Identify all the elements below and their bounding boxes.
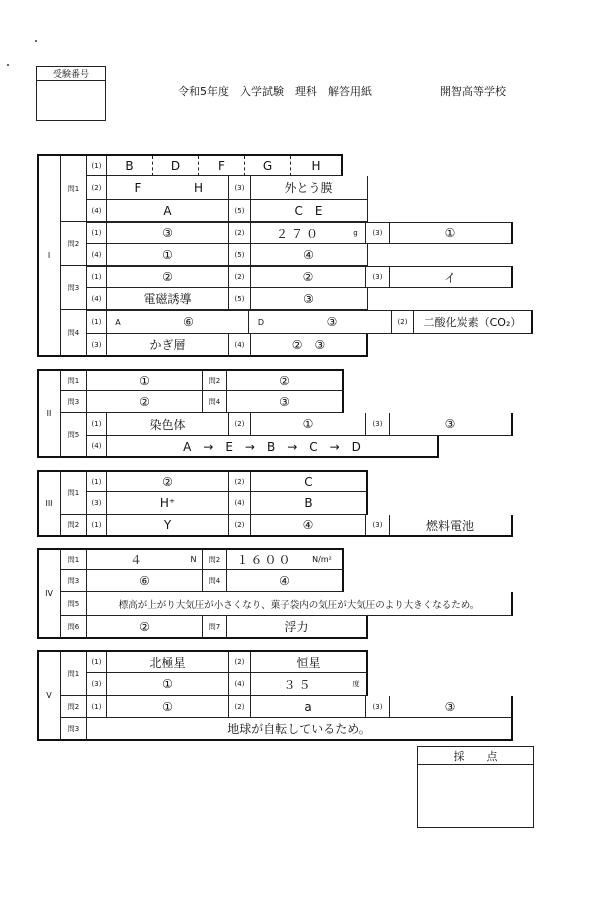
item-number: (3) (366, 413, 390, 435)
answer-field[interactable]: F (134, 180, 142, 195)
s2-q5-label-cell (61, 413, 87, 458)
answer-field[interactable]: ② (279, 374, 290, 388)
s1-q1-label-cell (61, 154, 87, 222)
s4-row3 (61, 592, 513, 616)
answer-field[interactable]: ４ (129, 553, 142, 567)
question-label: 問2 (203, 550, 227, 569)
answer-field[interactable]: ③ (444, 699, 456, 714)
part-label: D (257, 317, 265, 327)
item-number: (1) (87, 156, 107, 176)
answer-choice[interactable]: H (311, 159, 321, 173)
answer-field[interactable]: A → E → B → C → D (183, 439, 361, 454)
item-number: (3) (87, 334, 107, 355)
section-2-name-cell (37, 369, 61, 458)
item-number: (3) (229, 176, 251, 199)
question-label: 問3 (61, 570, 87, 591)
s1-q4-row1 (87, 310, 533, 334)
s4-row1 (61, 548, 344, 570)
item-number: (2) (229, 472, 251, 491)
answer-field[interactable]: 地球が自転しているため。 (227, 722, 371, 736)
s3-q2-label-cell (61, 515, 87, 537)
answer-choice[interactable]: D (153, 156, 199, 176)
question-label: 問3 (61, 391, 87, 412)
item-number: (1) (87, 472, 107, 491)
question-label: 問1 (67, 489, 80, 497)
item-number: (3) (366, 223, 390, 243)
item-number: (4) (87, 288, 107, 309)
s1-q2-row2 (87, 244, 368, 266)
item-number: (3) (366, 696, 390, 717)
section-4-label: IV (45, 589, 53, 598)
answer-field[interactable]: ⑥ (87, 570, 203, 591)
section-3-label: III (45, 499, 53, 508)
speck (7, 64, 9, 66)
speck (35, 40, 37, 42)
s5-q1-row2 (87, 673, 368, 696)
question-label: 問1 (67, 184, 80, 193)
unit-label: g (346, 223, 366, 243)
section-2-label: II (46, 409, 52, 418)
section-3-name-cell (37, 470, 61, 537)
s1-q3-label-cell (61, 266, 87, 310)
item-number: (5) (229, 288, 251, 309)
s3-q2-row1 (87, 515, 513, 537)
question-label: 問2 (203, 371, 227, 391)
answer-field[interactable]: ２７０ (275, 226, 321, 241)
question-label: 問2 (67, 702, 80, 711)
question-label: 問5 (67, 430, 80, 439)
question-label: 問1 (61, 371, 87, 391)
s2-row1 (61, 369, 344, 391)
answer-field[interactable]: ④ (251, 515, 366, 535)
item-number: (1) (87, 696, 107, 717)
s1-q2-row1 (87, 222, 513, 244)
s1-q1-row2 (87, 176, 368, 200)
answer-field[interactable]: ③ (107, 223, 229, 243)
answer-field[interactable]: ③ (444, 417, 456, 431)
item-number: (3) (87, 673, 107, 695)
unit-label: 度 (352, 680, 360, 688)
answer-choice[interactable]: G (245, 156, 291, 176)
exam-number-box[interactable] (36, 66, 106, 121)
s5-q2-row1 (87, 696, 513, 718)
s1-q1-row1 (87, 154, 343, 176)
answer-field[interactable]: ① (87, 371, 203, 391)
part-label: A (115, 317, 121, 327)
answer-field[interactable]: ② (87, 391, 203, 412)
answer-field[interactable]: ② (87, 616, 203, 637)
answer-choice[interactable]: B (107, 156, 153, 176)
answer-field[interactable]: 外とう膜 (284, 181, 333, 195)
page-title: 令和5年度 入学試験 理科 解答用紙 (178, 85, 372, 98)
s3-q1-row1 (87, 470, 368, 492)
question-label: 問3 (61, 718, 87, 739)
answer-field[interactable]: 電磁誘導 (107, 288, 229, 309)
section-4-name-cell (37, 548, 61, 639)
answer-field[interactable]: 二酸化炭素（CO₂） (423, 316, 522, 329)
answer-field[interactable]: ⑥ (129, 311, 249, 333)
answer-field[interactable]: ④ (279, 573, 290, 588)
answer-field[interactable]: C E (294, 204, 323, 218)
answer-field[interactable]: ④ (303, 247, 314, 262)
item-number: (4) (229, 492, 251, 514)
item-number: (5) (229, 200, 251, 221)
item-number: (2) (229, 696, 251, 717)
question-label: 問4 (203, 570, 227, 591)
answer-field[interactable]: ③ (279, 394, 290, 409)
item-number: (1) (87, 223, 107, 243)
answer-field[interactable]: 標高が上がり大気圧が小さくなり、菓子袋内の気圧が大気圧のより大きくなるため。 (118, 599, 480, 611)
answer-field[interactable]: 浮力 (284, 620, 309, 634)
item-number: (1) (87, 413, 107, 435)
s1-q3-row2 (87, 288, 368, 310)
item-number: (4) (87, 436, 107, 456)
section-1-label: I (47, 251, 51, 260)
item-number: (5) (229, 244, 251, 265)
answer-field[interactable]: ① (107, 696, 229, 717)
item-number: (2) (229, 515, 251, 535)
question-label: 問3 (67, 283, 80, 292)
answer-choice[interactable]: F (199, 156, 245, 176)
question-label: 問5 (61, 592, 87, 615)
item-number: (3) (366, 267, 390, 287)
question-label: 問4 (203, 391, 227, 412)
s5-q1-row1 (87, 650, 368, 673)
answer-field[interactable]: ① (251, 413, 366, 435)
s1-q4-row2 (87, 334, 368, 357)
answer-field[interactable]: ③ (273, 311, 392, 333)
answer-field[interactable]: B (304, 496, 313, 510)
answer-field[interactable]: ② (251, 267, 366, 287)
item-number: (1) (87, 515, 107, 535)
unit-label: N (185, 550, 203, 569)
s3-q1-label-cell (61, 470, 87, 515)
item-number: (4) (229, 334, 251, 355)
answer-field[interactable]: a (251, 696, 366, 717)
question-label: 問2 (67, 239, 80, 248)
answer-field[interactable]: ① (444, 226, 456, 240)
item-number: (2) (229, 652, 251, 672)
s3-q1-row2 (87, 492, 368, 515)
answer-field[interactable]: ② (107, 472, 229, 491)
answer-field[interactable]: １６００ (236, 553, 293, 567)
s2-row2 (61, 391, 344, 413)
score-box[interactable] (417, 746, 534, 828)
item-number: (2) (229, 267, 251, 287)
item-number: (4) (87, 200, 107, 221)
item-number: (1) (87, 652, 107, 672)
question-label: 問1 (61, 550, 87, 569)
section-1-name-cell (37, 154, 61, 357)
item-number: (1) (87, 311, 107, 333)
s5-q1-label-cell (61, 650, 87, 696)
s4-row2 (61, 570, 344, 592)
answer-field[interactable]: ① (107, 244, 229, 265)
answer-field[interactable]: C (304, 474, 313, 489)
item-number: (4) (229, 673, 251, 695)
s2-q5-row2 (87, 436, 439, 458)
item-number: (2) (229, 223, 251, 243)
answer-field[interactable]: ② (107, 267, 229, 287)
section-5-name-cell (37, 650, 61, 741)
question-label: 問6 (61, 616, 87, 637)
question-label: 問2 (67, 521, 80, 529)
answer-field[interactable]: ② ③ (291, 338, 326, 352)
item-number: (2) (87, 176, 107, 199)
answer-field[interactable]: 北極星 (107, 652, 229, 672)
answer-field[interactable]: H⁺ (107, 492, 229, 514)
question-label: 問4 (67, 328, 80, 337)
item-number: (2) (392, 311, 414, 333)
s1-q3-row1 (87, 266, 513, 288)
answer-field[interactable]: H (169, 176, 229, 199)
s5-q2-label-cell (61, 696, 87, 718)
s2-q5-row1 (87, 413, 513, 436)
s1-q2-label-cell (61, 222, 87, 266)
answer-field[interactable]: Y (107, 515, 229, 535)
item-number: (1) (87, 267, 107, 287)
exam-number-label: 受験番号 (37, 67, 105, 81)
answer-field[interactable]: ３５ (283, 677, 314, 692)
answer-field[interactable]: 染色体 (107, 413, 229, 435)
answer-field[interactable]: ① (107, 673, 229, 695)
answer-field[interactable]: かぎ層 (107, 334, 229, 355)
question-label: 問7 (203, 616, 227, 637)
s5-q3-row (61, 718, 513, 741)
s1-q1-row3 (87, 200, 368, 222)
answer-field[interactable]: A (107, 200, 229, 221)
question-label: 問1 (67, 669, 80, 678)
section-5-label: V (46, 691, 52, 700)
score-label: 採 点 (418, 747, 533, 765)
answer-field[interactable]: ③ (303, 291, 314, 306)
unit-label: N/m² (312, 555, 332, 564)
answer-field[interactable]: 燃料電池 (425, 518, 474, 533)
item-number: (3) (366, 515, 390, 535)
answer-field[interactable]: イ (443, 270, 456, 285)
item-number: (3) (87, 492, 107, 514)
item-number: (4) (87, 244, 107, 265)
answer-field[interactable]: 恒星 (296, 655, 321, 670)
s1-q4-label-cell (61, 310, 87, 357)
item-number: (2) (229, 413, 251, 435)
s4-row4 (61, 616, 368, 639)
school-name: 開智高等学校 (440, 85, 506, 98)
